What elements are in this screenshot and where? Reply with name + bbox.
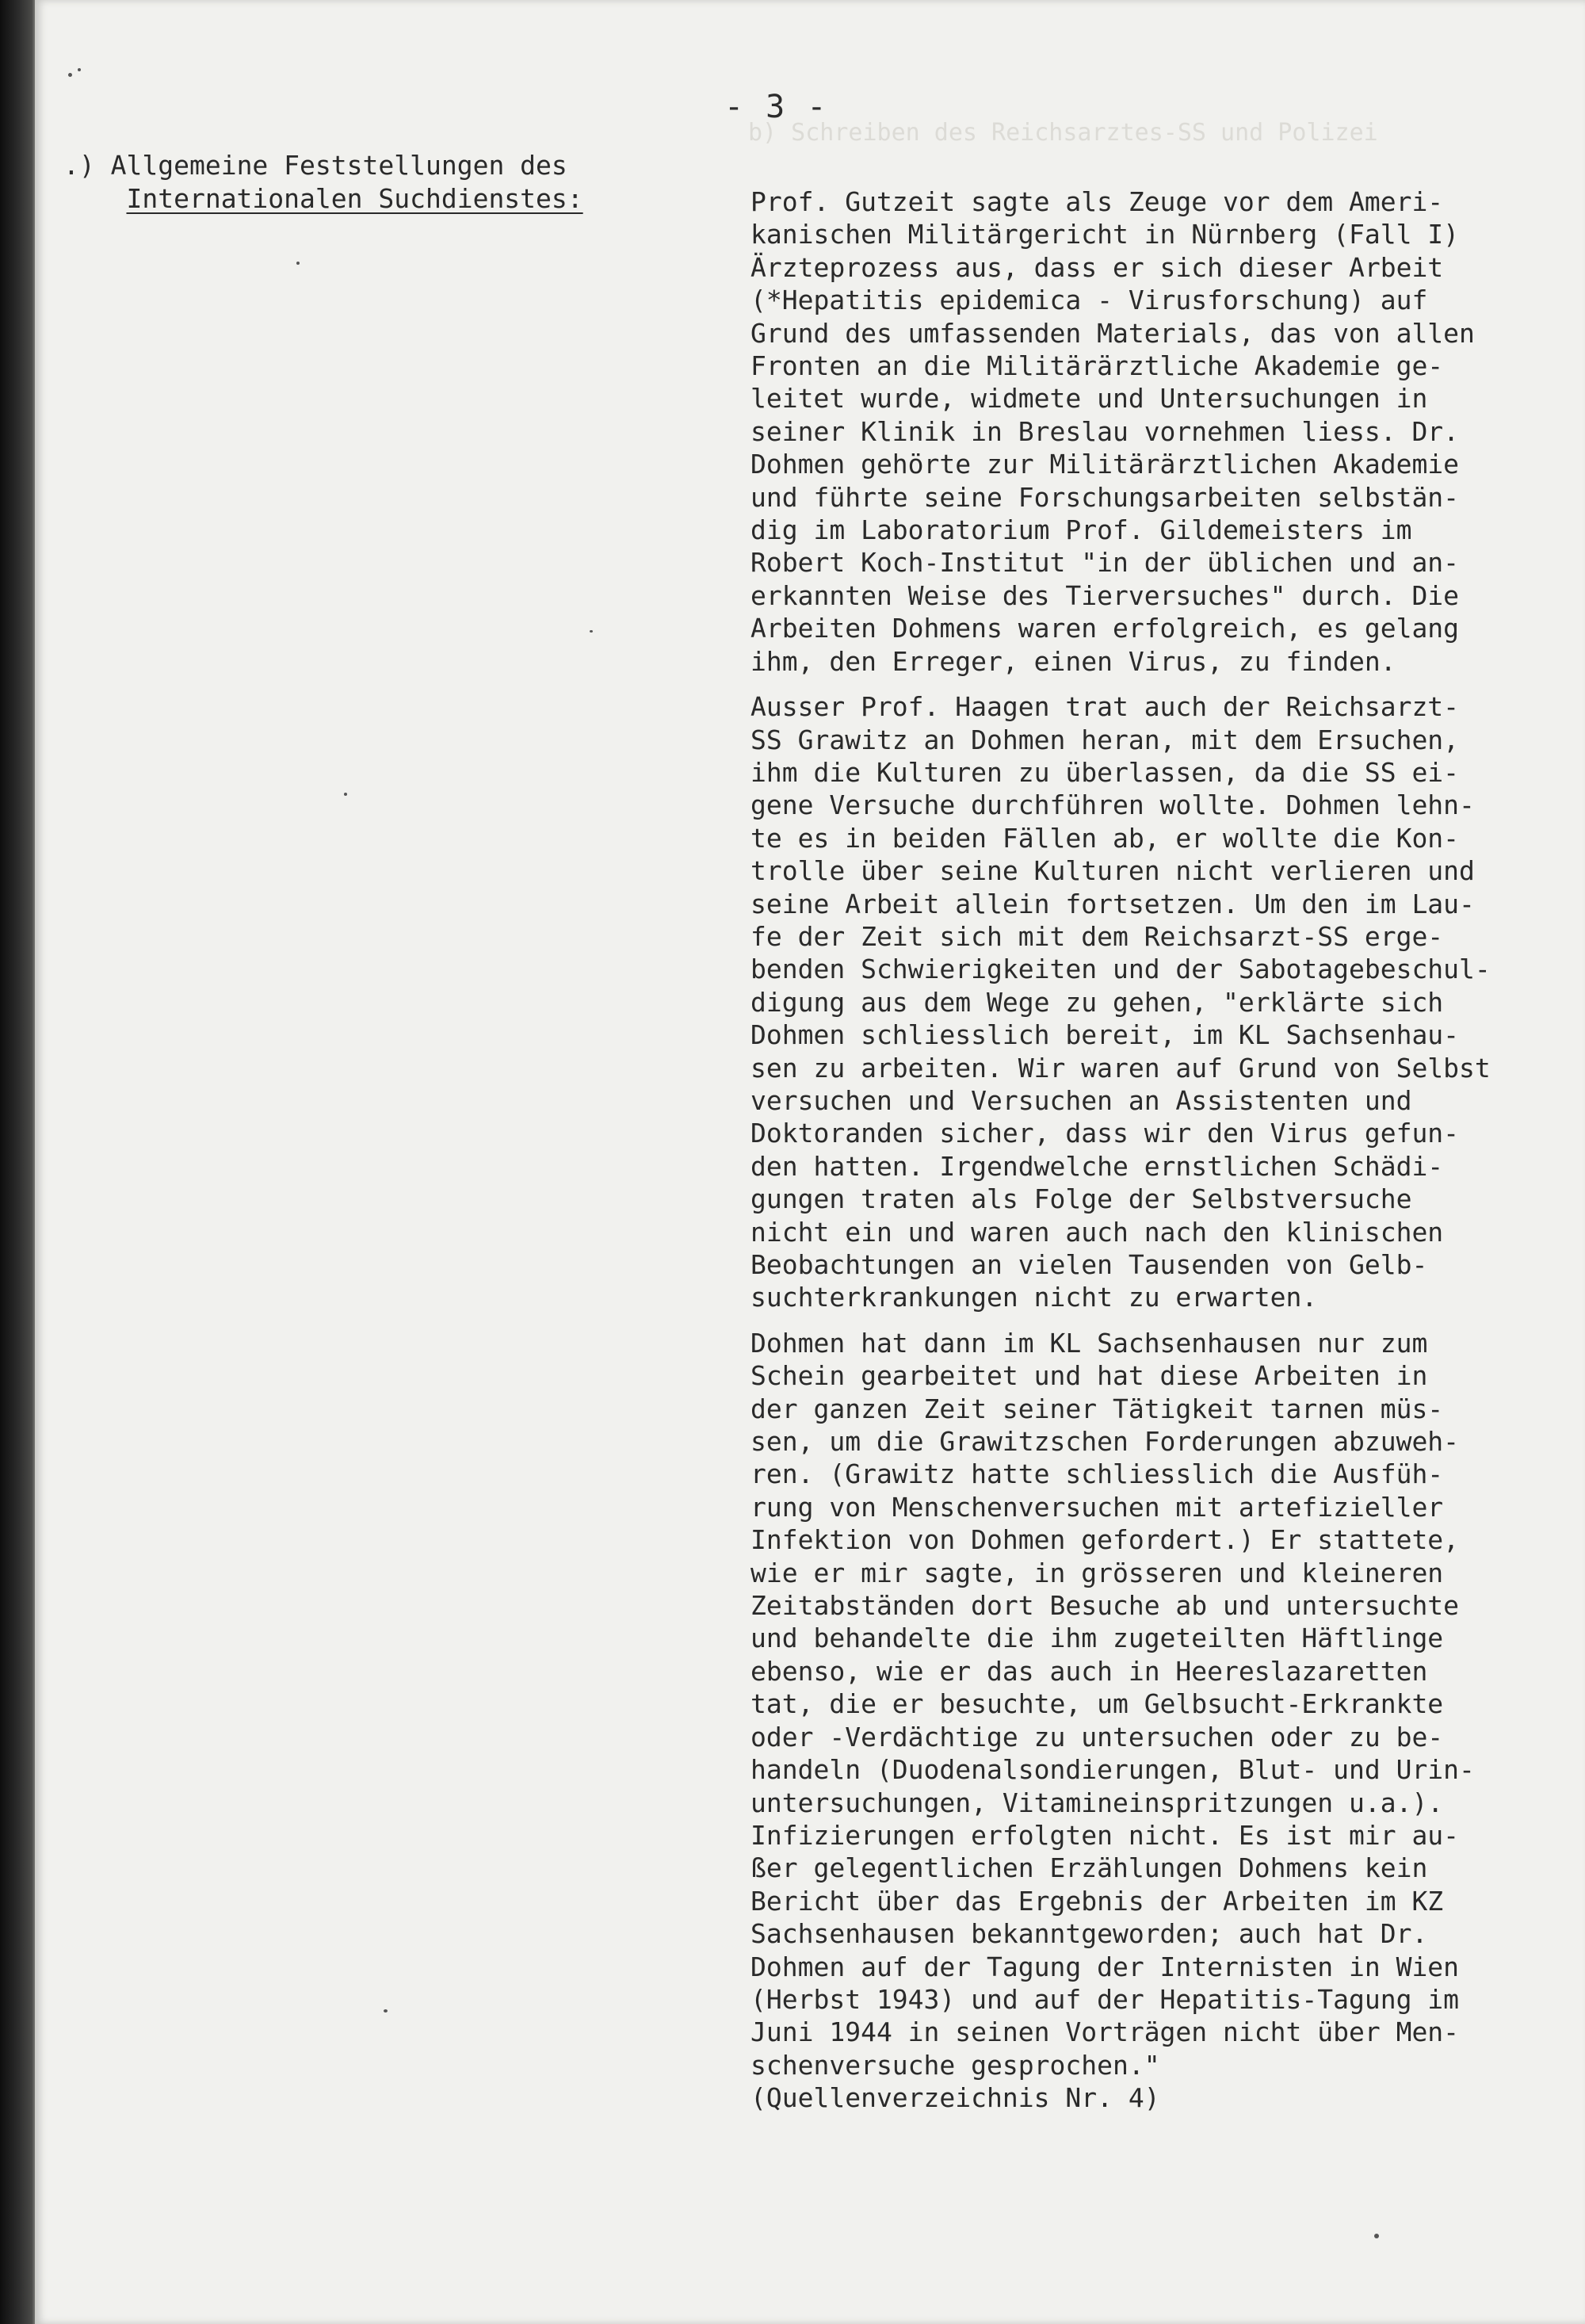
document-page: [35, 0, 1585, 2324]
paragraph-grawitz-request: Ausser Prof. Haagen trat auch der Reichsarzt- SS Grawitz an Dohmen heran, mit dem Ersuchen, ihm die Kulturen zu überlassen, da die SS ei- gene Versuche durchführen wollte. Dohmen lehn- te es in beiden Fällen ab, er wollte die Kon- trolle über seine Kulturen nicht verlieren und seine Arbeit allein fortsetzen. Um den im Lau- fe der Zeit sich mit dem Reichsarzt-SS erge- benden Schwierigkeiten und der Sabotagebeschul- digung aus dem Wege zu gehen, "erklärte sich Dohmen schliesslich bereit, im KL Sachsenhau- sen zu arbeiten. Wir waren auf Grund von Selbst versuchen und Versuchen an Assistenten und Doktoranden sicher, dass wir den Virus gefun- den hatten. Irgendwelche ernstlichen Schädi- gungen traten als Folge der Selbstversuche nicht ein und waren auch nach den klinischen Beobachtungen an vielen Tausenden von Gelb- suchterkrankungen nicht zu erwarten.: [750, 691, 1491, 1313]
paper-speck: [384, 2009, 388, 2012]
paragraph-gutzeit-testimony: Prof. Gutzeit sagte als Zeuge vor dem Ameri- kanischen Militärgericht in Nürnberg (Fall I) Ärzteprozess aus, dass er sich dieser Arbeit (*Hepatitis epidemica - Virusforschung) auf Grund des umfassenden Materials, das von allen Fronten an die Militärärztliche Akademie ge- leitet wurde, widmete und Untersuchungen in seiner Klinik in Breslau vornehmen liess. Dr. Dohmen gehörte zur Militärärztlichen Akademie und führte seine Forschungsarbeiten selbstän- dig im Laboratorium Prof. Gildemeisters im Robert Koch-Institut "in der üblichen und an- erkannten Weise des Tierversuches" durch. Die Arbeiten Dohmens waren erfolgreich, es gelang ihm, den Erreger, einen Virus, zu finden.: [750, 186, 1475, 677]
paper-speck: [78, 68, 81, 71]
section-heading: [63, 149, 583, 216]
scan-binding-edge: [0, 0, 36, 2324]
paper-speck: [68, 73, 72, 77]
section-heading-line-2: Internationalen Suchdienstes:: [126, 183, 583, 214]
bleed-through-text: b) Schreiben des Reichsarztes-SS und Polizei: [748, 119, 1378, 147]
paragraph-sachsenhausen-work: Dohmen hat dann im KL Sachsenhausen nur zum Schein gearbeitet und hat diese Arbeiten in der ganzen Zeit seiner Tätigkeit tarnen müs- sen, um die Grawitzschen Forderungen abzuweh- ren. (Grawitz hatte schliesslich die Ausfüh- rung von Menschenversuchen mit artefizieller Infektion von Dohmen gefordert.) Er stattete, wie er mir sagte, in grösseren und kleineren Zeitabständen dort Besuche ab und untersuchte und behandelte die ihm zugeteilten Häftlinge ebenso, wie er das auch in Heereslazaretten tat, die er besuchte, um Gelbsucht-Erkrankte oder -Verdächtige zu untersuchen oder zu be- handeln (Duodenalsondierungen, Blut- und Urin- untersuchungen, Vitamineinspritzungen u.a.). Infizierungen erfolgten nicht. Es ist mir au- ßer gelegentlichen Erzählungen Dohmens kein Bericht über das Ergebnis der Arbeiten im KZ Sachsenhausen bekanntgeworden; auch hat Dr. Dohmen auf der Tagung der Internisten in Wien (Herbst 1943) und auf der Hepatitis-Tagung im Juni 1944 in seinen Vorträgen nicht über Men- schenversuche gesprochen." (Quellenverzeichnis Nr. 4): [750, 1327, 1475, 2114]
paper-speck: [296, 262, 300, 265]
paper-speck: [344, 793, 347, 796]
paper-speck: [1374, 2234, 1379, 2238]
section-marker: .): [63, 150, 95, 181]
paper-speck: [590, 630, 593, 633]
page-number: - 3 -: [724, 89, 828, 125]
section-heading-line-1: Allgemeine Feststellungen des: [110, 150, 567, 181]
body-text-column: [750, 185, 1585, 2127]
